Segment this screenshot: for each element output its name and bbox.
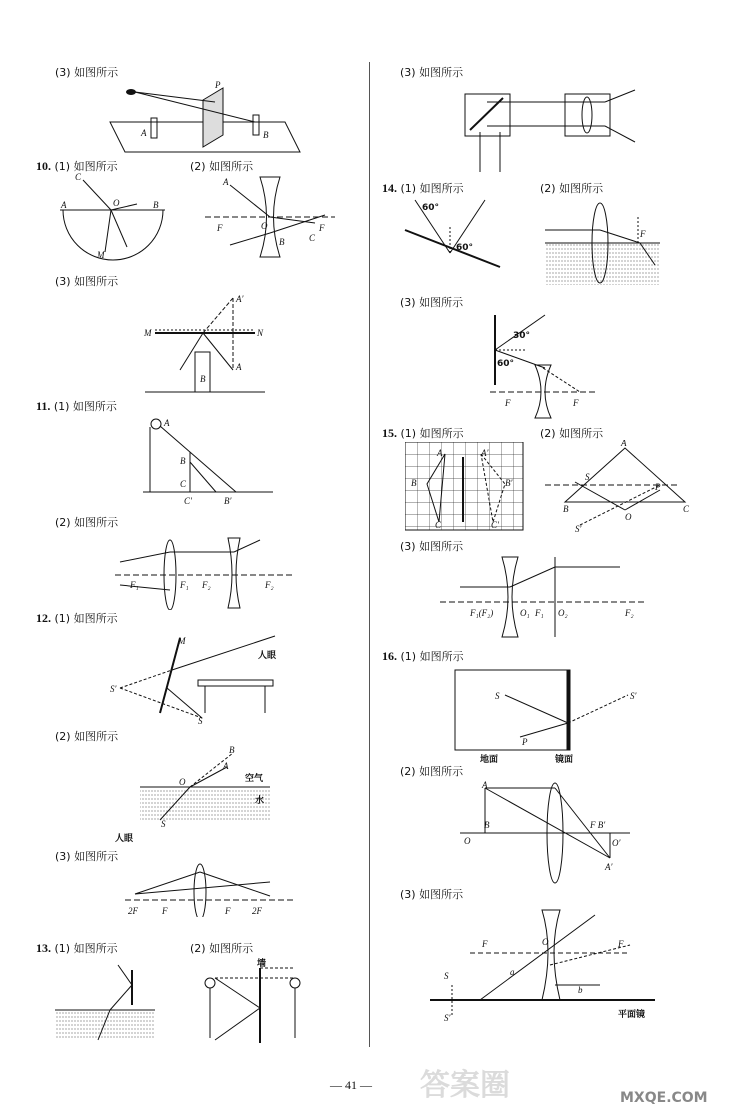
fig-q16-3-concave-plane-mirror	[430, 905, 660, 1025]
svg-text:C′: C′	[184, 496, 192, 506]
svg-text:A′: A′	[236, 294, 244, 304]
svg-text:F: F	[482, 939, 488, 949]
fig-q12-1-mirror-table	[110, 628, 300, 728]
fig-q16-2-convex-image	[460, 778, 635, 888]
svg-text:S′: S′	[444, 1013, 451, 1023]
watermark-logo: 答案圈	[420, 1068, 510, 1103]
svg-text:C: C	[683, 504, 690, 514]
page-number: — 41 —	[330, 1078, 372, 1092]
fig-q14-1-inclined-mirror	[400, 195, 520, 270]
q12-2-label: (2) 如图所示	[55, 730, 119, 743]
fig-q10-1-semicircle-glass	[55, 172, 170, 262]
svg-text:a: a	[510, 967, 515, 977]
svg-text:A: A	[621, 440, 627, 448]
q9-3r-label: (3) 如图所示	[400, 66, 464, 79]
svg-text:S: S	[495, 691, 500, 701]
fig-q13-1-mirror-water	[50, 955, 160, 1045]
svg-text:P: P	[522, 737, 528, 747]
svg-text:P: P	[655, 482, 661, 492]
svg-text:N: N	[257, 328, 264, 338]
svg-text:B′: B′	[505, 478, 513, 488]
svg-text:A: A	[223, 761, 229, 771]
svg-text:B: B	[180, 456, 186, 466]
svg-text:O: O	[261, 221, 268, 231]
fig-q9-3-plane-mirror-candles	[105, 80, 305, 155]
svg-text:B: B	[263, 130, 269, 140]
svg-text:O: O	[179, 777, 186, 787]
svg-text:A: A	[437, 448, 443, 458]
svg-text:地面: 地面	[480, 755, 499, 765]
fig-q12-2-refraction-water	[115, 745, 275, 845]
svg-text:S′: S′	[630, 691, 637, 701]
column-divider	[369, 62, 370, 1047]
svg-text:B: B	[200, 374, 206, 384]
svg-text:C: C	[180, 479, 187, 489]
svg-text:2F: 2F	[128, 906, 138, 916]
q14-3-label: (3) 如图所示	[400, 296, 464, 309]
svg-text:60°: 60°	[456, 243, 474, 253]
svg-text:A: A	[61, 200, 67, 210]
svg-text:B: B	[279, 237, 285, 247]
svg-text:B: B	[229, 745, 235, 755]
q11-2-label: (2) 如图所示	[55, 516, 119, 529]
q12-3-label: (3) 如图所示	[55, 850, 119, 863]
svg-text:O₂: O₂	[558, 608, 568, 618]
fig-q14-2-lens-water	[540, 195, 665, 290]
svg-text:60°: 60°	[497, 359, 515, 369]
svg-text:F₁: F₁	[180, 580, 189, 590]
watermark-site: MXQE.COM	[620, 1090, 708, 1106]
fig-q10-2-concave-lens	[205, 175, 340, 260]
svg-text:平面镜: 平面镜	[618, 1010, 646, 1020]
svg-text:C′: C′	[491, 520, 499, 530]
svg-text:空气: 空气	[245, 774, 264, 784]
svg-text:S′: S′	[110, 684, 117, 694]
svg-text:60°: 60°	[422, 203, 440, 213]
q10-3-label: (3) 如图所示	[55, 275, 119, 288]
fig-q10-3-mirror-mn	[140, 290, 270, 395]
svg-text:O: O	[464, 836, 471, 846]
svg-text:C: C	[75, 172, 82, 182]
svg-text:O: O	[542, 937, 549, 947]
fig-q15-1-grid-images	[405, 442, 525, 532]
fig-q16-1-mirror-ground	[450, 665, 655, 765]
fig-q13-2-wall-mirror	[195, 958, 325, 1048]
svg-text:A′: A′	[481, 448, 489, 458]
svg-text:F₂: F₂	[625, 608, 634, 618]
q12-1-label: 12. (1) 如图所示	[36, 611, 118, 625]
svg-text:2F: 2F	[252, 906, 262, 916]
svg-text:S: S	[161, 819, 166, 829]
svg-text:30°: 30°	[513, 331, 531, 341]
fig-q12-3-convex-lens-2f	[120, 862, 300, 917]
svg-text:F₁(F₂): F₁(F₂)	[470, 608, 494, 618]
svg-text:镜面: 镜面	[555, 755, 574, 765]
q14-2-label: (2) 如图所示	[540, 182, 604, 195]
svg-text:C: C	[435, 520, 442, 530]
svg-text:B′: B′	[224, 496, 232, 506]
svg-text:O₁: O₁	[520, 608, 530, 618]
q15-3-label: (3) 如图所示	[400, 540, 464, 553]
svg-text:A: A	[141, 128, 147, 138]
fig-periscope-lens	[455, 82, 655, 177]
svg-text:A: A	[236, 362, 242, 372]
q16-2-label: (2) 如图所示	[400, 765, 464, 778]
q14-1-label: 14. (1) 如图所示	[382, 181, 464, 195]
svg-text:B: B	[484, 820, 490, 830]
fig-q11-1-lamp-shadow	[138, 412, 278, 507]
fig-q15-2-prism-mirror	[545, 440, 690, 535]
svg-text:M: M	[178, 636, 186, 646]
svg-text:O: O	[625, 512, 632, 522]
svg-text:P: P	[215, 80, 221, 90]
svg-text:S: S	[444, 971, 449, 981]
svg-text:F₂: F₂	[265, 580, 274, 590]
q16-1-label: 16. (1) 如图所示	[382, 649, 464, 663]
svg-text:A: A	[482, 780, 488, 790]
svg-text:A: A	[164, 418, 170, 428]
svg-text:B: B	[411, 478, 417, 488]
label-renyan: 人眼	[258, 651, 277, 661]
svg-text:A′: A′	[605, 862, 613, 872]
svg-text:S′: S′	[575, 524, 582, 534]
svg-text:F: F	[217, 223, 223, 233]
svg-text:F: F	[640, 229, 646, 239]
svg-text:F: F	[319, 223, 325, 233]
q13-2-label: (2) 如图所示	[190, 942, 254, 955]
svg-text:S: S	[198, 716, 203, 726]
q10-1-label: 10. (1) 如图所示	[36, 159, 118, 173]
svg-text:M: M	[97, 250, 105, 260]
q10-2-label: (2) 如图所示	[190, 160, 254, 173]
svg-text:F: F	[225, 906, 231, 916]
fig-q11-2-lens-pair	[110, 530, 300, 610]
svg-text:B: B	[563, 504, 569, 514]
svg-text:S: S	[585, 472, 590, 482]
q9-3-label: (3) 如图所示	[55, 66, 119, 79]
svg-text:F: F	[162, 906, 168, 916]
svg-text:C: C	[309, 233, 316, 243]
svg-text:F₁: F₁	[535, 608, 544, 618]
q11-1-label: 11. (1) 如图所示	[36, 399, 117, 413]
svg-text:人眼: 人眼	[115, 834, 134, 844]
svg-text:F: F	[573, 398, 579, 408]
q15-1-label: 15. (1) 如图所示	[382, 426, 464, 440]
svg-text:F B′: F B′	[590, 820, 606, 830]
svg-text:A: A	[223, 177, 229, 187]
fig-q15-3-lens-system	[440, 552, 650, 642]
svg-text:F₁: F₁	[130, 580, 139, 590]
svg-text:F: F	[618, 939, 624, 949]
fig-q14-3-mirror-concave	[485, 310, 600, 420]
svg-text:B: B	[153, 200, 159, 210]
q15-2-label: (2) 如图所示	[540, 427, 604, 440]
svg-text:F: F	[505, 398, 511, 408]
svg-text:F₂: F₂	[202, 580, 211, 590]
svg-text:水: 水	[255, 796, 265, 806]
svg-text:墙: 墙	[257, 959, 267, 969]
q16-3-label: (3) 如图所示	[400, 888, 464, 901]
svg-text:M: M	[144, 328, 152, 338]
svg-text:O: O	[113, 198, 120, 208]
svg-text:b: b	[578, 985, 583, 995]
svg-text:O′: O′	[612, 838, 621, 848]
q13-1-label: 13. (1) 如图所示	[36, 941, 118, 955]
